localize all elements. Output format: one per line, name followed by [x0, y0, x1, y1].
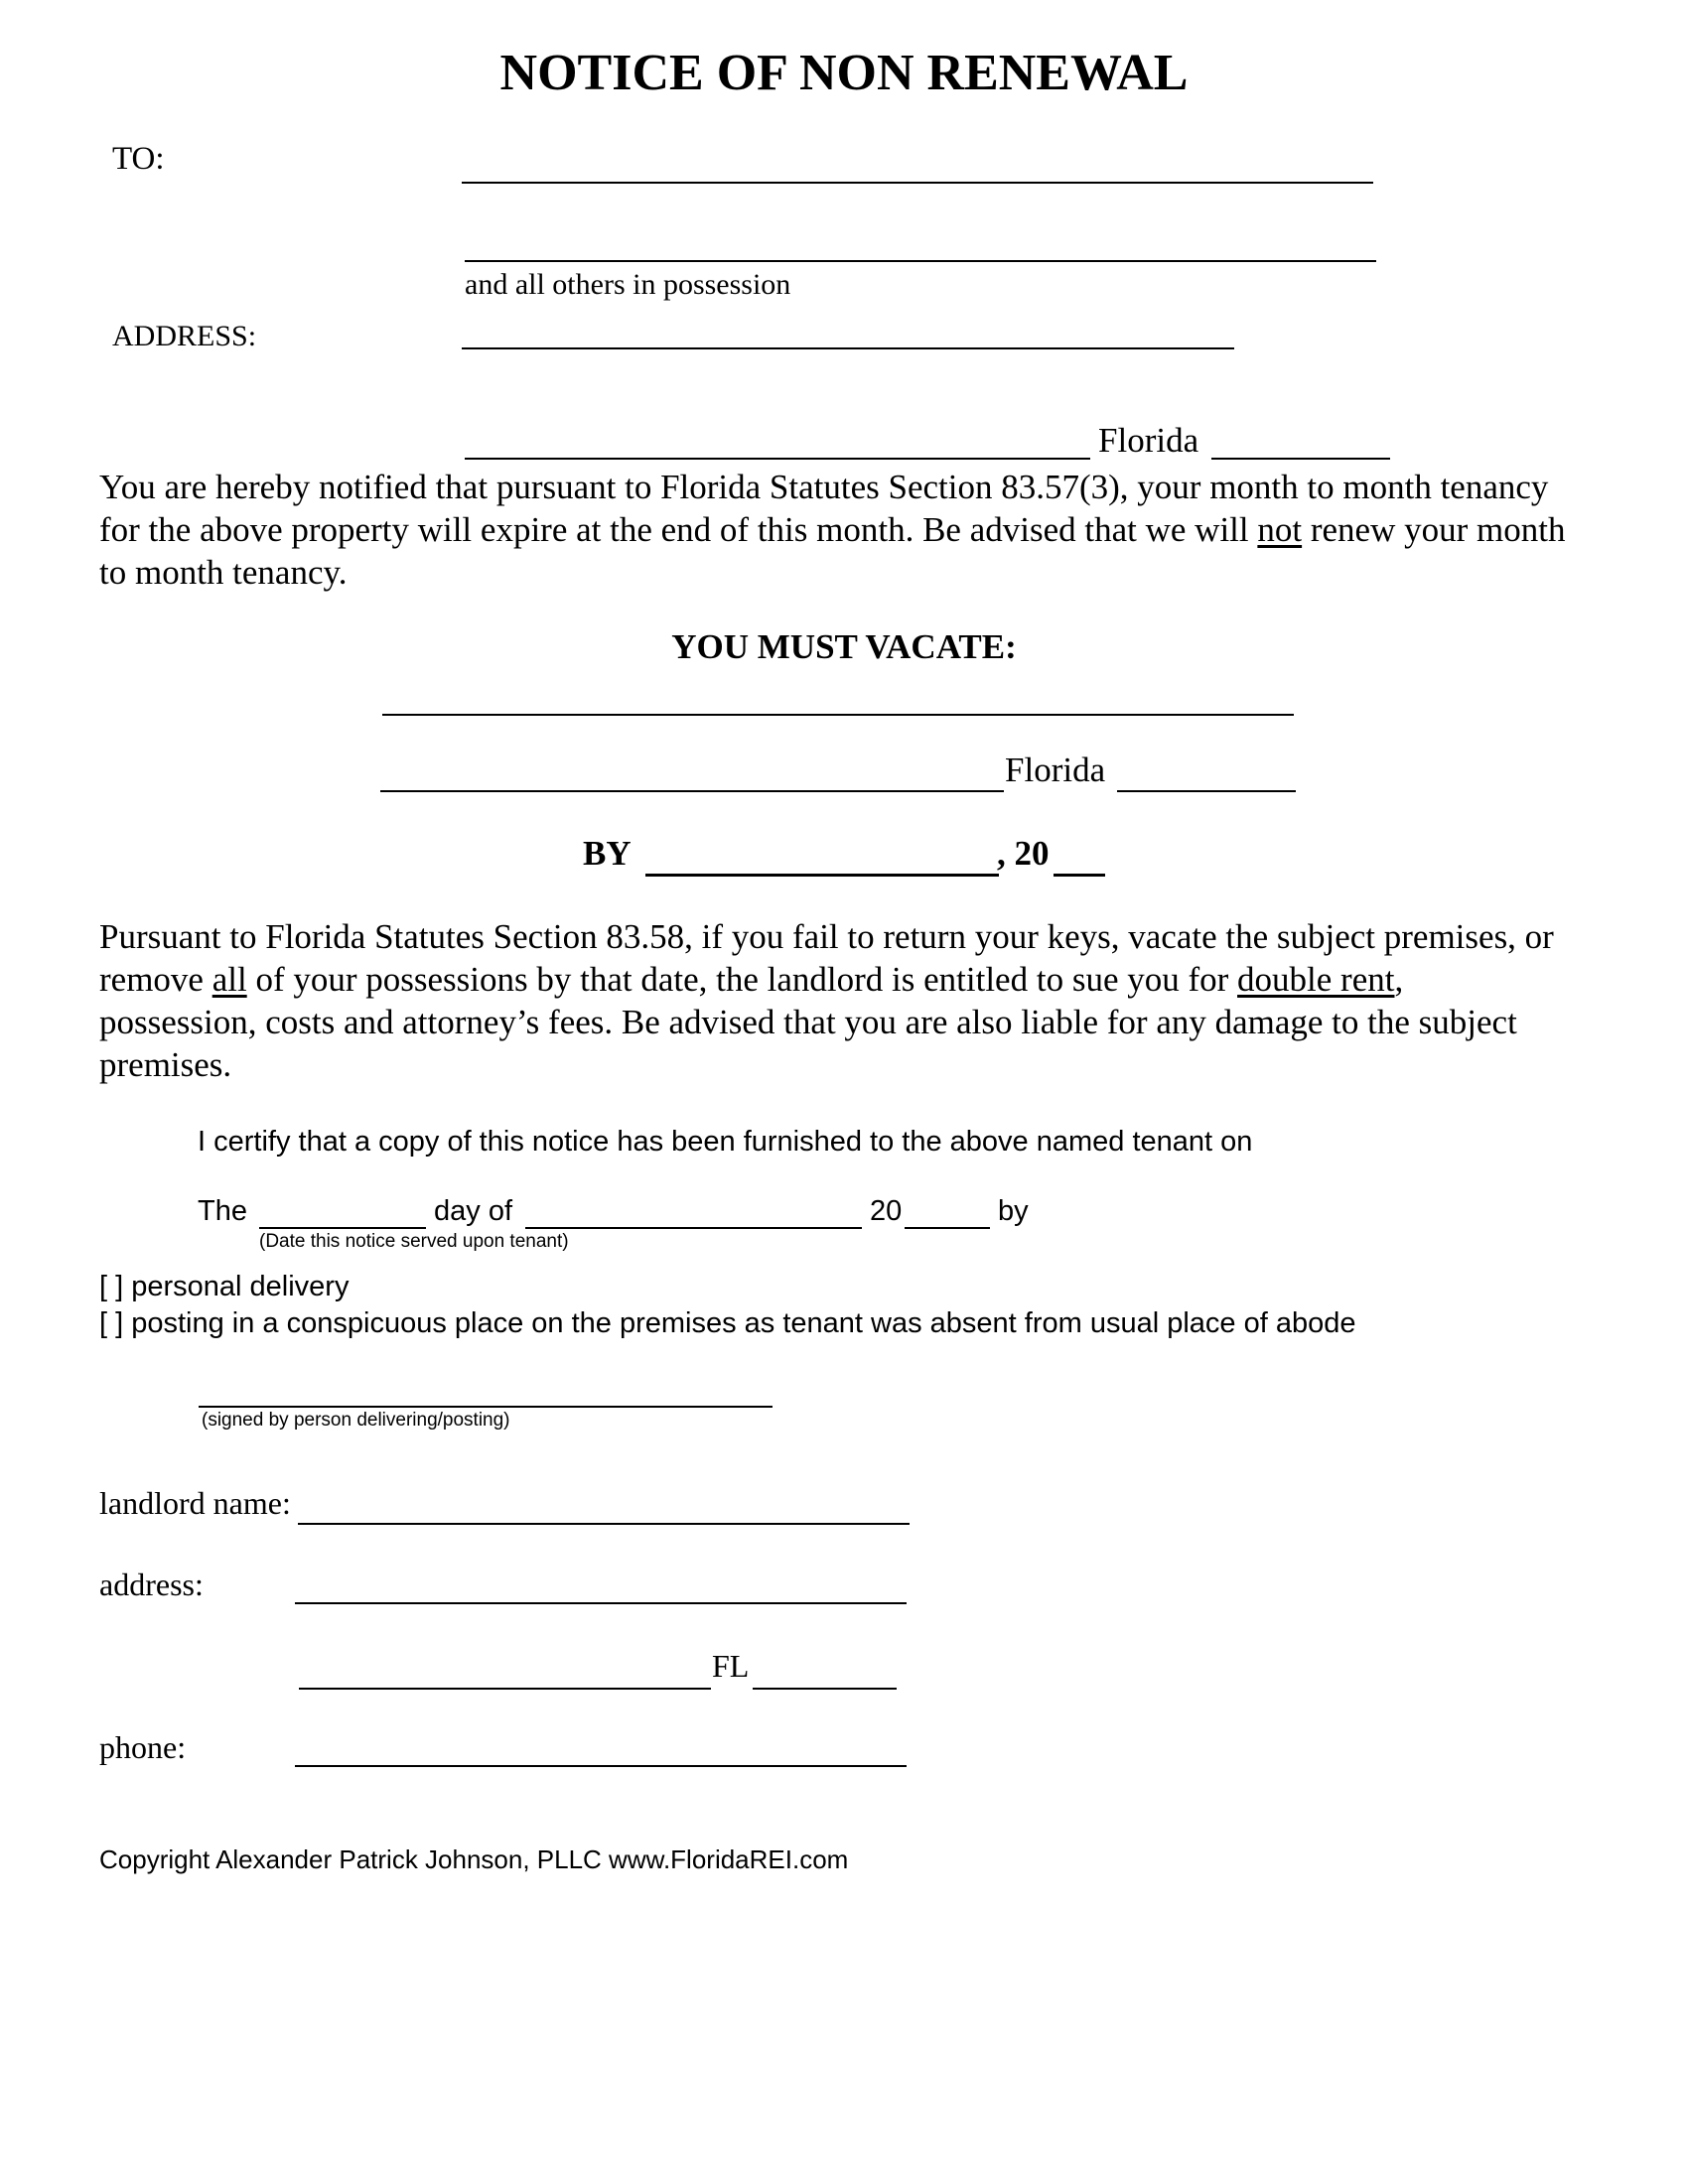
landlord-zip-line[interactable]: [753, 1688, 897, 1690]
vacate-address-line[interactable]: [382, 714, 1294, 716]
landlord-name-label: landlord name:: [99, 1485, 291, 1521]
certify-year-line[interactable]: [905, 1227, 990, 1229]
notice-paragraph-underlined: not: [1257, 510, 1303, 549]
certify-by: by: [998, 1195, 1029, 1227]
signature-line[interactable]: [199, 1406, 773, 1408]
vacate-heading: YOU MUST VACATE:: [671, 627, 1017, 666]
landlord-name-line[interactable]: [298, 1523, 910, 1525]
certify-text: I certify that a copy of this notice has been furnished to the above named tenant on: [198, 1126, 1253, 1158]
by-year-line[interactable]: [1054, 874, 1105, 877]
landlord-phone-line[interactable]: [295, 1765, 907, 1767]
copyright-footer: Copyright Alexander Patrick Johnson, PLLC www.FloridaREI.com: [99, 1844, 849, 1874]
page-title: NOTICE OF NON RENEWAL: [499, 45, 1189, 101]
to-label: TO:: [112, 141, 165, 177]
by-label: BY: [583, 834, 632, 873]
by-year-prefix: , 20: [997, 834, 1050, 873]
vacate-zip-line[interactable]: [1117, 790, 1296, 792]
landlord-phone-label: phone:: [99, 1729, 187, 1765]
others-in-possession-text: and all others in possession: [465, 268, 791, 301]
consequences-paragraph: [99, 915, 1569, 1086]
consequences-underlined-all: all: [211, 960, 247, 999]
landlord-city-line[interactable]: [299, 1688, 711, 1690]
to-name-line-2[interactable]: [465, 260, 1376, 262]
address-city-line[interactable]: [465, 458, 1090, 460]
signed-note: (signed by person delivering/posting): [202, 1410, 510, 1431]
consequences-text-3: , possession, costs and attorney’s fees. Be advised that you are also liable for any damage to the subject premises.: [99, 960, 1517, 1084]
notice-paragraph-text-1: You are hereby notified that pursuant to Florida Statutes Section 83.57(3), your month to month tenancy for the above property will expire at the end of this month. Be advised that we will: [99, 468, 1549, 549]
landlord-state-label: FL: [712, 1648, 750, 1684]
certify-month-line[interactable]: [525, 1227, 862, 1229]
to-name-line-1[interactable]: [462, 182, 1373, 184]
address-label: ADDRESS:: [112, 320, 257, 352]
option-personal-delivery[interactable]: [ ] personal delivery: [99, 1271, 350, 1302]
option-posting[interactable]: [ ] posting in a conspicuous place on the premises as tenant was absent from usual place of abode: [99, 1307, 1356, 1339]
consequences-text-2: of your possessions by that date, the landlord is entitled to sue you for: [246, 960, 1238, 999]
vacate-state-label: Florida: [1005, 751, 1106, 789]
certify-day-of: day of: [434, 1195, 512, 1227]
consequences-underlined-double-rent: double rent: [1237, 960, 1395, 999]
landlord-address-label: address:: [99, 1567, 204, 1602]
notice-paragraph-text-2: renew your month to month tenancy.: [99, 510, 1566, 592]
certify-the: The: [198, 1195, 247, 1227]
date-served-note: (Date this notice served upon tenant): [259, 1231, 569, 1252]
by-date-line[interactable]: [645, 874, 999, 877]
address-zip-line[interactable]: [1211, 458, 1390, 460]
certify-twenty: 20: [870, 1195, 903, 1227]
address-line-1[interactable]: [462, 347, 1234, 349]
vacate-city-line[interactable]: [380, 790, 1004, 792]
address-state-label: Florida: [1098, 421, 1199, 460]
landlord-address-line[interactable]: [295, 1602, 907, 1604]
consequences-text-1: Pursuant to Florida Statutes Section 83.58, if you fail to return your keys, vacate the subject premises, or remove: [99, 917, 1554, 999]
certify-day-line[interactable]: [259, 1227, 426, 1229]
notice-paragraph: [99, 466, 1569, 594]
